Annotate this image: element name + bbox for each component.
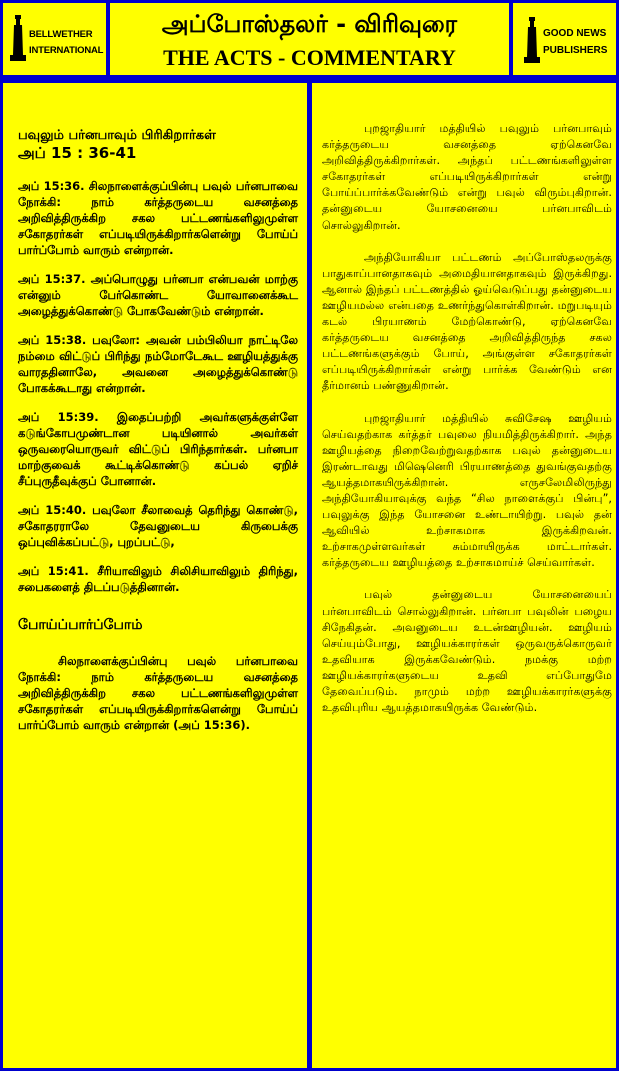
commentary-paragraph: அந்தியோகியா பட்டணம் அப்போஸ்தலருக்கு பாதுகாப்பானதாகவும் அமைதியானதாகவும் இருக்கிறது. ஆனால் இந்தப் பட்டணத்தில் ஓய்வெடுப்பது தன்னுடைய ஊழியமல்ல என்பதை உணர்ந்துகொள்கிறான். மறுபடியும் கடல் பிரயாணம் மேற்கொண்டு, ஏற்கெனவே கர்த்தருடைய வசனத்தை அறிவித்திருந்த சகல பட்டணங்களுக்கும் போய், அங்குள்ள சகோதரர்கள் எப்படியிருக்கிறார்கள் என்று பார்க்க வேண்டும் என தீர்மானம் பண்ணுகிறான். (322, 250, 612, 393)
scripture-reference: அப் 15 : 36-41 (18, 144, 137, 162)
title-english: THE ACTS - COMMENTARY (163, 45, 456, 70)
right-logo-line2: PUBLISHERS (543, 45, 608, 56)
verse-39: அப் 15:39. இதைப்பற்றி அவர்களுக்குள்ளே கடுங்கோபமுண்டான படியினால் அவர்கள் ஒருவரையொருவர் விட்டுப் பிரிந்தார்கள். பர்னபா மாற்குவைக் கூட்டிக்கொண்டு கப்பல் ஏறிச் சீப்புருதீவுக்குப் போனான். (18, 410, 298, 488)
tower-icon (523, 17, 541, 63)
left-logo-line2: INTERNATIONAL (29, 45, 104, 56)
good-news-logo (513, 3, 616, 75)
tower-icon (9, 15, 27, 61)
verse-36: அப் 15:36. சிலநாளைக்குப்பின்பு பவுல் பர்னபாவை நோக்கி: நாம் கர்த்தருடைய வசனத்தை அறிவித்திருக்கிற சகல பட்டணங்களிலுமுள்ள சகோதரர்கள் எப்படியிருக்கிறார்களென்று போய்ப் பார்ப்போம் வாரும் என்றான். (18, 179, 298, 257)
commentary-paragraph: புறஜாதியார் மத்தியில் பவுலும் பர்னபாவும் கர்த்தருடைய வசனத்தை ஏற்கெனவே அறிவித்திருக்கிறார்கள். அந்தப் பட்டணங்களிலுள்ள சகோதரர்கள் எப்படியிருக்கிறார்கள் என்று போய்ப்பார்க்கவேண்டும் என்று பவுல் விரும்புகிறான். தன்னுடைய யோசனையை பர்னபாவிடம் சொல்லுகிறான். (322, 122, 612, 232)
commentary-paragraph: பவுல் தன்னுடைய யோசனையைப் பர்னபாவிடம் சொல்லுகிறான். பர்னபா பவுலின் பழைய சிநேகிதன். அவனுடைய உடன்ஊழியன். ஊழியம் செய்யும்போது, ஊழியக்காரர்கள் ஒருவருக்கொருவர் உதவியாக இருக்கவேண்டும். நமக்கு மற்ற ஊழியக்காரர்களுடைய உதவி எப்போதுமே தேவைப்படும். நாமும் மற்ற ஊழியக்காரர்களுக்கு உதவிபுரிய ஆயத்தமாகயிருக்க வேண்டும். (322, 588, 612, 715)
title-tamil: அப்போஸ்தலர் - விரிவுரை (161, 10, 458, 38)
left-column (0, 80, 310, 1071)
right-logo-line1: GOOD NEWS (543, 28, 607, 39)
left-logo-line1: BELLWETHER (29, 29, 93, 40)
title-box (110, 3, 509, 75)
right-column (309, 80, 619, 1071)
bellwether-logo (3, 3, 106, 75)
intro-paragraph: சிலநாளைக்குப்பின்பு பவுல் பர்னபாவை நோக்கி: நாம் கர்த்தருடைய வசனத்தை அறிவித்திருக்கிற சகல பட்டணங்களிலுமுள்ள சகோதரர்கள் எப்படியிருக்கிறார்களென்று போய்ப் பார்ப்போம் வாரும் என்றான் (அப் 15:36). (18, 654, 298, 732)
section-heading: பவுலும் பர்னபாவும் பிரிகிறார்கள் (18, 128, 216, 143)
verse-41: அப் 15:41. சீரியாவிலும் சிலிசியாவிலும் திரிந்து, சபைகளைத் திடப்படுத்தினான். (18, 564, 298, 594)
verse-37: அப் 15:37. அப்பொழுது பர்னபா என்பவன் மாற்கு என்னும் பேர்கொண்ட யோவானைக்கூட அழைத்துக்கொண்டு போகவேண்டும் என்றான். (18, 272, 298, 318)
verse-40: அப் 15:40. பவுலோ சீலாவைத் தெரிந்து கொண்டு, சகோதரராலே தேவனுடைய கிருபைக்கு ஒப்புவிக்கப்பட்டு, புறப்பட்டு, (18, 503, 298, 549)
header-bar (0, 0, 619, 80)
subheading: போய்ப்பார்ப்போம் (18, 617, 143, 633)
verse-38: அப் 15:38. பவுலோ: அவன் பம்பிலியா நாட்டிலே நம்மை விட்டுப் பிரிந்து நம்மோடேகூட ஊழியத்துக்கு வாரததினாலே, அவனை அழைத்துக்கொண்டு போகக்கூடாது என்றான். (18, 333, 298, 395)
commentary-paragraph: புறஜாதியார் மத்தியில் சுவிசேஷ ஊழியம் செய்வதற்காக கர்த்தர் பவுலை நியமித்திருக்கிறார். அந்த ஊழியத்தை நிறைவேற்றுவதற்காக பவுல் தன்னுடைய இரண்டாவது மிஷெனெரி பிரயாணத்தை துவங்குவதற்கு ஆயத்தமாகயிருக்கிறான். எருசலேமிலிருந்து அந்தியோகியாவுக்கு வந்த “சில நாளைக்குப் பின்பு”, பவுலுக்கு இந்த யோசனை உண்டாயிற்று. பவுல் தன் ஆவியில் உற்சாகமாக இருக்கிறவன். உற்சாகமுள்ளவர்கள் சும்மாயிருக்க மாட்டார்கள். கர்த்தருடைய ஊழியத்தை உற்சாகமாய்ச் செய்வார்கள். (322, 411, 612, 570)
